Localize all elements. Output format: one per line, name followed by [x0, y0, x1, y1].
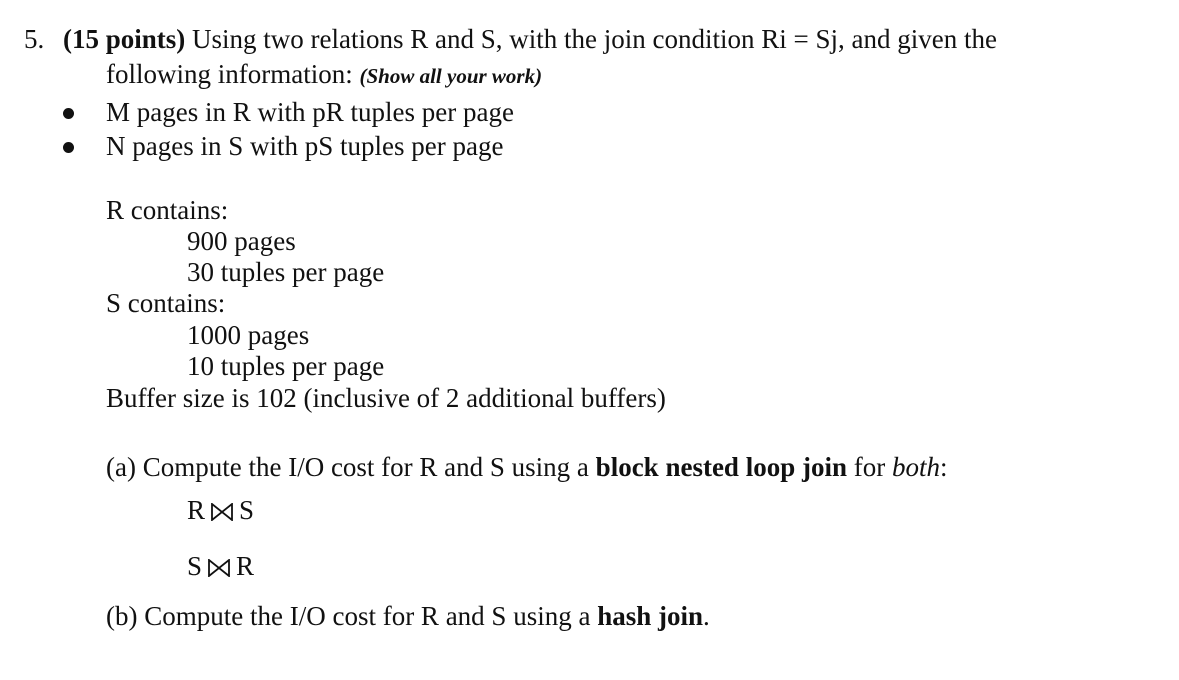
question-number: 5.: [24, 24, 45, 54]
relation-s-pages: 1000 pages: [187, 320, 310, 350]
relation-r-label: R contains:: [106, 195, 229, 225]
question-points: (15 points): [63, 24, 186, 54]
part-b-prefix: (b) Compute the I/O cost for R and S using a: [106, 601, 598, 631]
part-b: [106, 603, 710, 630]
join2-right: R: [236, 551, 255, 581]
bowtie-join-icon: [211, 503, 233, 521]
part-b-bold: hash join: [597, 601, 703, 631]
part-b-suffix: .: [703, 601, 710, 631]
bullet-dot-1: [63, 108, 74, 119]
question-line-2: [106, 61, 542, 88]
question-prompt-line1: Using two relations R and S, with the join condition Ri = Sj, and given the: [185, 24, 997, 54]
buffer-size: Buffer size is 102 (inclusive of 2 additional buffers): [106, 383, 666, 413]
relation-s-tuples: 10 tuples per page: [187, 351, 385, 381]
question-line-1: [24, 26, 997, 53]
part-a-mid: for: [846, 452, 892, 482]
bullet-dot-2: [63, 142, 74, 153]
part-a-suffix: :: [939, 452, 948, 482]
relation-r-tuples: 30 tuples per page: [187, 257, 385, 287]
bullet-item-2: N pages in S with pS tuples per page: [106, 131, 504, 161]
show-work-note: (Show all your work): [359, 64, 543, 88]
join1-left: R: [187, 495, 206, 525]
bullet-item-1: M pages in R with pR tuples per page: [106, 97, 514, 127]
part-a-bold: block nested loop join: [595, 452, 847, 482]
part-a-prefix: (a) Compute the I/O cost for R and S using a: [106, 452, 596, 482]
relation-s-label: S contains:: [106, 288, 226, 318]
relation-r-pages: 900 pages: [187, 226, 296, 256]
part-a-italic: both: [891, 452, 940, 482]
question-prompt-line2: following information:: [106, 59, 360, 89]
join-expression-2: [187, 553, 254, 580]
part-a: [106, 454, 947, 481]
join-expression-1: [187, 497, 254, 524]
join2-left: S: [187, 551, 203, 581]
join1-right: S: [239, 495, 255, 525]
bowtie-join-icon: [208, 559, 230, 577]
